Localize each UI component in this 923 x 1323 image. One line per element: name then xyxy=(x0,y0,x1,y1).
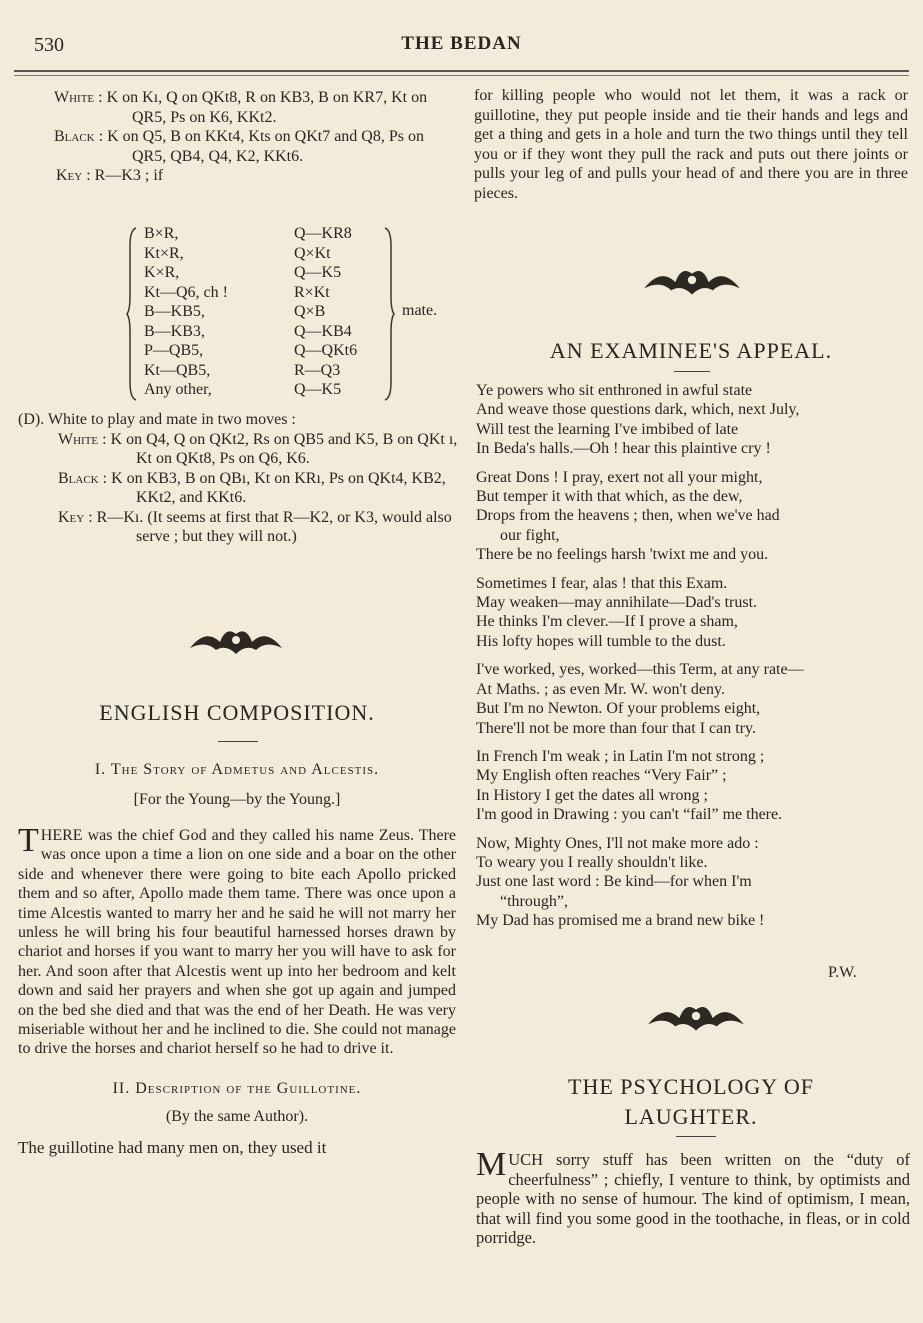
poem-line: Drops from the heavens ; then, when we've had xyxy=(476,507,780,525)
guillotine-continued: for killing people who would not let them, it was a rack or guillotine, they put people inside and tie their hands and legs and get a thing and gets in a hole and turn the two things until they tell you or if they wont they pull the rack and puts out there joints or pulls your leg of and pulls your head of and there you are in three pieces. xyxy=(474,87,908,202)
poem-line: May weaken—may annihilate—Dad's trust. xyxy=(476,594,758,612)
header-rule xyxy=(14,70,909,72)
key-reply: Q—KR8 xyxy=(294,225,352,242)
ornament-icon xyxy=(186,622,286,658)
chess-problem-d xyxy=(18,410,458,547)
poem-line: I've worked, yes, worked—this Term, at any rate— xyxy=(476,661,804,679)
poem-line: In Beda's halls.—Oh ! hear this plaintive cry ! xyxy=(476,440,771,458)
poem-line: Great Dons ! I pray, exert not all your might, xyxy=(476,468,763,486)
story-section xyxy=(18,760,456,1157)
key-move: Kt—QB5, xyxy=(144,361,211,379)
signature: P.W. xyxy=(828,964,857,981)
key-move: Any other, xyxy=(144,381,212,398)
key-move: B—KB5, xyxy=(144,303,205,320)
key-reply: Q—KB4 xyxy=(294,322,352,340)
composition-heading: ENGLISH COMPOSITION. xyxy=(99,700,375,725)
psychology-body: MUCH sorry stuff has been written on the “duty of cheerfulness” ; chiefly, I venture to think, by optimists and people with no sense of humour. The kind of optimism, I mean, that will find you some good in the toothache, in fleas, or in cold porridge. xyxy=(476,1146,911,1247)
key-reply: Q—K5 xyxy=(294,264,342,281)
key-move: Kt—Q6, ch ! xyxy=(144,283,228,301)
psychology-heading: THE PSYCHOLOGY OF LAUGHTER. xyxy=(568,1074,814,1129)
poem-line: Now, Mighty Ones, I'll not make more ado : xyxy=(476,834,759,852)
black-position-1: Black : K on Q5, B on KKt4, Kts on QKt7 and Q8, Ps on QR5, QB4, Q4, K2, KKt6. xyxy=(54,128,424,165)
poem-line: He thinks I'm clever.—If I prove a sham, xyxy=(476,613,738,631)
key-move: B—KB3, xyxy=(144,322,205,340)
poem-line: But I'm no Newton. Of your problems eight, xyxy=(476,700,761,718)
poem-line: In French I'm weak ; in Latin I'm not strong ; xyxy=(476,747,765,765)
guillotine-start: The guillotine had many men on, they used it xyxy=(18,1137,327,1157)
poem-line: Will test the learning I've imbibed of late xyxy=(476,420,739,438)
key-move: B×R, xyxy=(144,225,179,242)
poem-stanza xyxy=(476,381,910,459)
white-position-2: White : K on Q4, Q on QKt2, Rs on QB5 and K5, B on QKt ı, Kt on QKt8, Ps on Q6, K6. xyxy=(58,430,458,467)
header-rule-thin xyxy=(14,75,909,76)
key-table-mate: mate. xyxy=(402,302,438,319)
key-move: P—QB5, xyxy=(144,342,204,359)
ornament-icon xyxy=(640,260,744,300)
poem-line: But temper it with that which, as the dew, xyxy=(476,488,743,506)
key-reply: R—Q3 xyxy=(294,361,341,379)
key-move: K×R, xyxy=(144,264,180,281)
poem-line: I'm good in Drawing : you can't “fail” me there. xyxy=(476,806,783,824)
poem-line: There be no feelings harsh 'twixt me and you. xyxy=(476,546,769,564)
poem-line: And weave those questions dark, which, next July, xyxy=(476,401,800,419)
poem-stanza xyxy=(476,747,910,825)
poem-line: There'll not be more than four that I can try. xyxy=(476,719,756,737)
key-reply: R×Kt xyxy=(294,283,330,301)
poem-stanza xyxy=(476,468,910,565)
poem-line: His lofty hopes will tumble to the dust. xyxy=(476,632,726,650)
key-reply: Q—K5 xyxy=(294,381,342,398)
problem-d-intro: (D). White to play and mate in two moves : xyxy=(18,411,296,428)
right-brace xyxy=(383,226,395,402)
poem-line: To weary you I really shouldn't like. xyxy=(476,853,708,871)
divider xyxy=(676,1136,716,1137)
story-heading: I. The Story of Admetus and Alcestis. xyxy=(94,761,380,778)
key-reply: Q—QKt6 xyxy=(294,342,358,359)
story-subtitle: [For the Young—by the Young.] xyxy=(133,790,341,808)
poem-line: our fight, xyxy=(500,526,560,544)
appeal-heading: AN EXAMINEE'S APPEAL. xyxy=(549,338,833,363)
divider xyxy=(218,741,258,742)
key-table-replies xyxy=(294,224,357,400)
story-body: THERE was the chief God and they called his name Zeus. There was once upon a time a lion on one side and a boar on the other side and whenever there were going to bite each Apollo pricked them and so after, Apollo made them tame. There was once upon a time Alcestis wanted to marry her and he said he will not marry her unless he will bring his four beautiful harnessed horses drawn by chariot and horses if you want to marry her you will have to ask for her. And soon after that Alcestis went up into her bedroom and kelt down and said her prayers and when she got up again and jumped on the bed she died and that was the end of her Death. He was very miseriable without her and he inclined to die. She could not manage to drive the horses and chariot herself so he had to drive it. xyxy=(18,822,457,1058)
key-reply: Q×B xyxy=(294,303,326,320)
poem-line: Just one last word : Be kind—for when I'm xyxy=(476,873,752,891)
poem-stanza xyxy=(476,574,910,652)
black-position-2: Black : K on KB3, B on QBı, Kt on KRı, Ps on QKt4, KB2, KKt2, and KKt6. xyxy=(58,469,446,506)
ornament-icon xyxy=(644,996,748,1036)
page-number: 530 xyxy=(34,34,64,56)
poem-line: Sometimes I fear, alas ! that this Exam. xyxy=(476,574,728,592)
poem-line: At Maths. ; as even Mr. W. won't deny. xyxy=(476,680,725,698)
key-table-moves xyxy=(144,224,228,400)
guillotine-subtitle: (By the same Author). xyxy=(165,1108,309,1126)
left-brace xyxy=(126,226,138,402)
poem-stanza xyxy=(476,834,910,931)
key-1: Key : R—K3 ; if xyxy=(56,167,164,184)
poem-line: My Dad has promised me a brand new bike ! xyxy=(476,912,765,930)
guillotine-heading: II. Description of the Guillotine. xyxy=(112,1079,362,1097)
white-position-1: White : K on Kı, Q on QKt8, R on KB3, B on KR7, Kt on QR5, Ps on K6, KKt2. xyxy=(54,89,428,126)
poem-line: My English often reaches “Very Fair” ; xyxy=(476,767,727,785)
chess-problem-c xyxy=(54,88,454,186)
appeal-poem xyxy=(476,381,910,940)
key-move: Kt×R, xyxy=(144,244,184,262)
key-2: Key : R—Kı. (It seems at first that R—K2, or K3, would also serve ; but they will not.) xyxy=(58,508,452,545)
divider xyxy=(674,371,710,372)
poem-stanza xyxy=(476,660,910,738)
key-reply: Q×Kt xyxy=(294,244,331,262)
poem-line: In History I get the dates all wrong ; xyxy=(476,786,708,804)
poem-line: Ye powers who sit enthroned in awful state xyxy=(476,382,753,399)
poem-line: “through”, xyxy=(500,892,568,910)
page-title: THE BEDAN xyxy=(401,33,522,54)
